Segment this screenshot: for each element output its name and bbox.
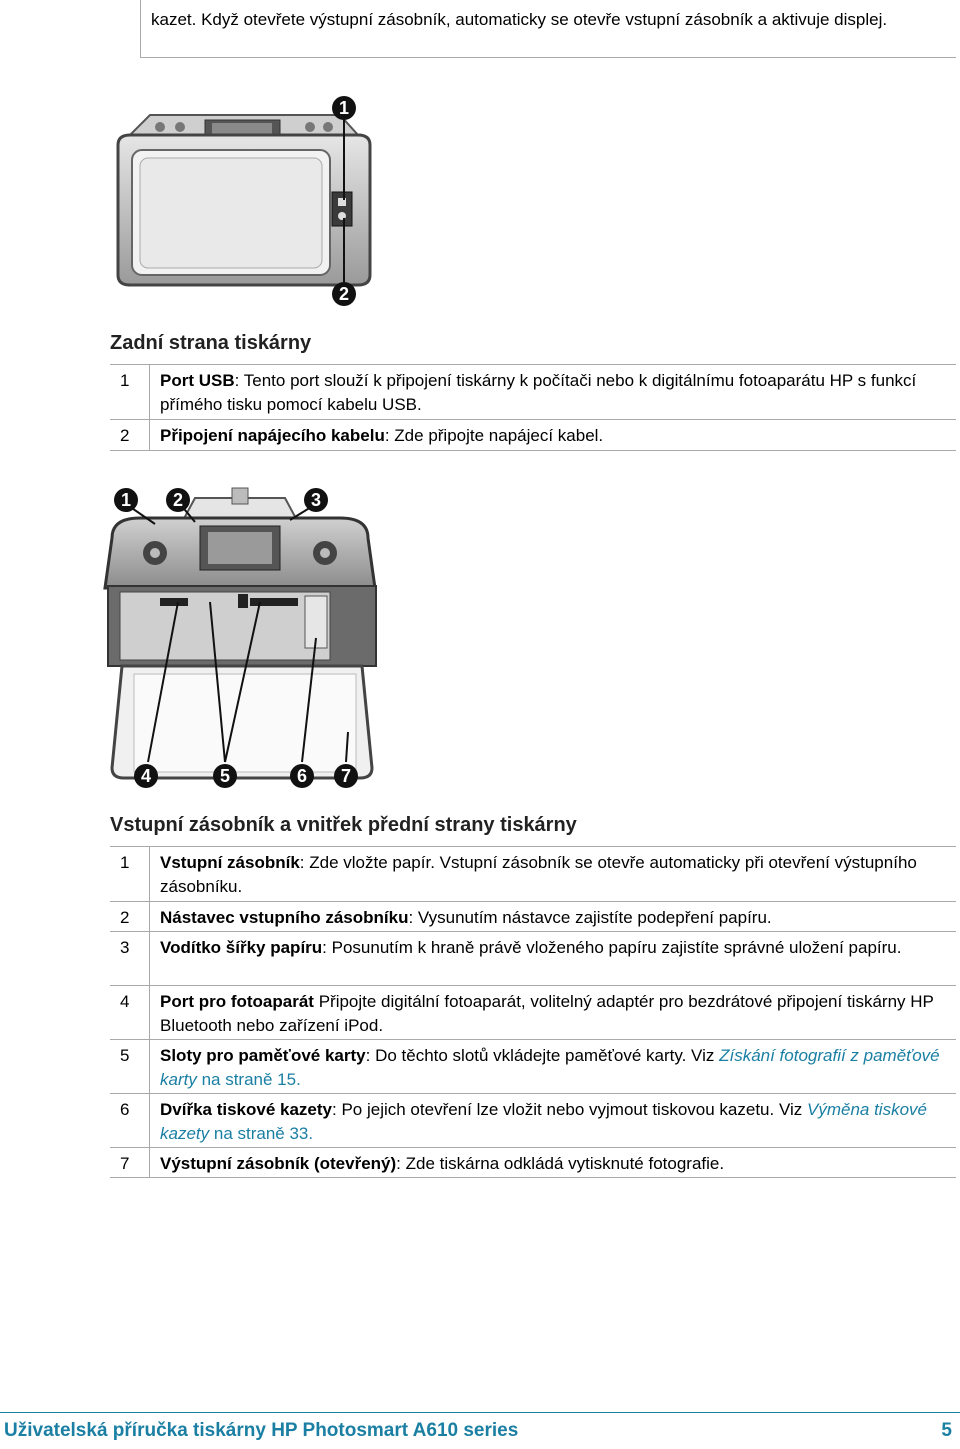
row-number: 7 (110, 1148, 150, 1177)
continuation-cell (140, 0, 956, 58)
link-ziskani-fotografii[interactable]: Získání fotografií z paměťové karty (160, 1046, 940, 1089)
row-text: Dvířka tiskové kazety: Po jejich otevření lze vložit nebo vyjmout tiskovou kazetu. Viz Výměna tiskové kazety na straně 33. (160, 1100, 927, 1143)
row-number: 6 (110, 1094, 150, 1147)
row-text: Výstupní zásobník (otevřený): Zde tiskárna odkládá vytisknuté fotografie. (160, 1154, 725, 1173)
footer-rule (0, 1412, 960, 1413)
callout-2 (332, 282, 356, 306)
link-vymena-kazety[interactable]: Výměna tiskové kazety (160, 1100, 927, 1143)
svg-text:4: 4 (140, 766, 152, 786)
section-heading-back: Zadní strana tiskárny (110, 332, 312, 354)
callout-2 (166, 488, 190, 512)
svg-text:5: 5 (219, 766, 231, 786)
row-number: 2 (110, 420, 150, 450)
callout-1 (332, 96, 356, 120)
page-number: 5 (941, 1420, 952, 1441)
printer-front-figure (100, 478, 380, 798)
callout-4 (134, 764, 158, 788)
callout-6 (290, 764, 314, 788)
callout-3 (304, 488, 328, 512)
row-text: Port pro fotoaparát Připojte digitální fotoaparát, volitelný adaptér pro bezdrátové připojení tiskárny HP Bluetooth nebo zařízení iPod. (160, 992, 934, 1035)
section-heading-front: Vstupní zásobník a vnitřek přední strany tiskárny (110, 814, 577, 836)
callout-5 (213, 764, 237, 788)
table-row (110, 420, 956, 451)
svg-text:1: 1 (120, 490, 132, 510)
row-number: 2 (110, 902, 150, 931)
row-text: Sloty pro paměťové karty: Do těchto slotů vkládejte paměťové karty. Viz Získání fotografií z paměťové karty na straně 15. (160, 1046, 940, 1089)
printer-back-figure (100, 90, 380, 315)
table-row (110, 1040, 956, 1094)
row-text: Vstupní zásobník: Zde vložte papír. Vstupní zásobník se otevře automaticky při otevření výstupního zásobníku. (160, 853, 917, 896)
row-text: Vodítko šířky papíru: Posunutím k hraně právě vloženého papíru zajistíte správné uložení papíru. (160, 938, 902, 957)
row-number: 5 (110, 1040, 150, 1093)
svg-text:6: 6 (296, 766, 308, 786)
row-number: 4 (110, 986, 150, 1039)
row-number: 1 (110, 847, 150, 901)
table-row (110, 1148, 956, 1178)
table-row (110, 365, 956, 420)
row-text: Port USB: Tento port slouží k připojení tiskárny k počítači nebo k digitálnímu fotoaparátu HP s funkcí přímého tisku pomocí kabelu USB. (160, 371, 917, 414)
svg-text:2: 2 (338, 284, 350, 304)
table-row (110, 902, 956, 932)
table-row (110, 986, 956, 1040)
footer-title: Uživatelská příručka tiskárny HP Photosmart A610 series (4, 1420, 519, 1441)
svg-text:7: 7 (340, 766, 352, 786)
table-front (110, 846, 956, 1178)
callout-1 (114, 488, 138, 512)
svg-text:3: 3 (310, 490, 322, 510)
row-text: Připojení napájecího kabelu: Zde připojte napájecí kabel. (160, 426, 604, 445)
svg-text:1: 1 (338, 98, 350, 118)
table-row (110, 847, 956, 902)
table-back (110, 364, 956, 451)
row-number: 3 (110, 932, 150, 985)
callout-7 (334, 764, 358, 788)
row-number: 1 (110, 365, 150, 419)
row-text: Nástavec vstupního zásobníku: Vysunutím nástavce zajistíte podepření papíru. (160, 908, 772, 927)
table-row (110, 1094, 956, 1148)
continuation-text: kazet. Když otevřete výstupní zásobník, automaticky se otevře vstupní zásobník a aktivuje displej. (151, 10, 888, 29)
svg-text:2: 2 (172, 490, 184, 510)
table-row (110, 932, 956, 986)
